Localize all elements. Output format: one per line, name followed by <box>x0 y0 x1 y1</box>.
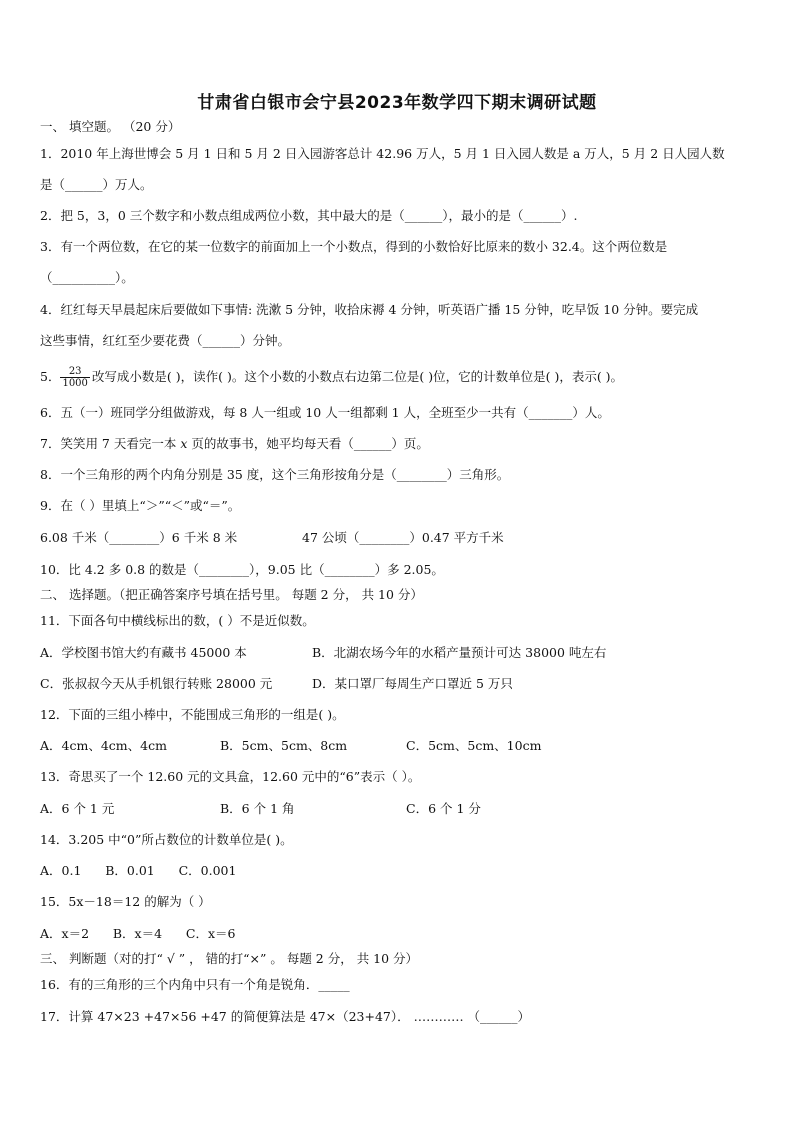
section-true-false: 三、 判断题（对的打“ √ ” ， 错的打“×” 。 每题 2 分， 共 10 分） <box>40 951 419 966</box>
question-1-line-1: 1．2010 年上海世博会 5 月 1 日和 5 月 2 日入园游客总计 42.96 万人，5 月 1 日入园人数是 a 万人，5 月 2 日人园人数 <box>40 146 725 161</box>
question-5 <box>40 362 770 392</box>
question-9-item-a: 6.08 千米（________）6 千米 8 米 <box>40 530 238 545</box>
question-15-options: A．x＝2 B．x＝4 C．x＝6 <box>40 926 236 941</box>
question-16: 16．有的三角形的三个内角中只有一个角是锐角．_____ <box>40 977 350 992</box>
question-5-number: 5． <box>40 369 61 384</box>
question-1-line-2: 是（______）万人。 <box>40 177 153 192</box>
question-13-stem: 13．奇思买了一个 12.60 元的文具盒，12.60 元中的“6”表示（ ）。 <box>40 769 421 784</box>
question-12-option-a: A．4cm、4cm、4cm <box>40 738 167 753</box>
question-12-stem: 12．下面的三组小棒中，不能围成三角形的一组是( )。 <box>40 707 345 722</box>
question-9-item-b: 47 公顷（________）0.47 平方千米 <box>302 530 504 545</box>
question-13-option-c: C．6 个 1 分 <box>406 801 481 816</box>
question-3-line-2: （__________）。 <box>40 270 134 285</box>
page-title: 甘肃省白银市会宁县2023年数学四下期末调研试题 <box>197 93 597 113</box>
section-fill-in-blank: 一、 填空题。 （20 分） <box>40 119 181 134</box>
question-7-post: 页的故事书，她平均每天看（______）页。 <box>187 436 429 451</box>
question-7 <box>40 435 770 453</box>
question-11-options-2 <box>40 675 770 693</box>
question-13-option-b: B．6 个 1 角 <box>220 801 295 816</box>
question-2: 2．把 5，3，0 三个数字和小数点组成两位小数，其中最大的是（______），最小的是（______）. <box>40 208 578 223</box>
question-13-option-a: A．6 个 1 元 <box>40 801 115 816</box>
question-11-option-c: C．张叔叔今天从手机银行转账 28000 元 <box>40 676 273 691</box>
question-10: 10．比 4.2 多 0.8 的数是（________），9.05 比（________）多 2.05。 <box>40 562 444 577</box>
question-4-line-1: 4．红红每天早晨起床后要做如下事情: 洗漱 5 分钟，收拾床褥 4 分钟，听英语广播 15 分钟，吃早饭 10 分钟。要完成 <box>40 302 699 317</box>
variable-x: x <box>180 436 188 451</box>
question-17: 17．计算 47×23 +47×56 +47 的简便算法是 47×（23+47）． ………… （______） <box>40 1009 531 1024</box>
question-11-option-a: A．学校图书馆大约有藏书 45000 本 <box>40 645 247 660</box>
question-6: 6．五（一）班同学分组做游戏，每 8 人一组或 10 人一组都剩 1 人，全班至少一共有（_______）人。 <box>40 405 610 420</box>
question-14-options: A．0.1 B．0.01 C．0.001 <box>40 863 237 878</box>
question-13-options <box>40 800 770 818</box>
fraction <box>60 366 89 389</box>
section-multiple-choice: 二、 选择题。（把正确答案序号填在括号里。 每题 2 分， 共 10 分） <box>40 587 423 602</box>
question-12-options <box>40 737 770 755</box>
question-11-option-b: B．北湖农场今年的水稻产量预计可达 38000 吨左右 <box>312 645 607 660</box>
fraction-denominator: 1000 <box>62 378 88 389</box>
question-14-stem: 14．3.205 中“0”所占数位的计数单位是( )。 <box>40 832 293 847</box>
question-8: 8．一个三角形的两个内角分别是 35 度，这个三角形按角分是（________）三角形。 <box>40 467 510 482</box>
question-11-stem: 11．下面各句中横线标出的数，( ）不是近似数。 <box>40 613 315 628</box>
question-9-items <box>40 529 770 547</box>
question-9-stem: 9．在（ ）里填上“＞”“＜”或“＝”。 <box>40 498 241 513</box>
question-12-option-c: C．5cm、5cm、10cm <box>406 738 542 753</box>
question-11-option-d: D．某口罩厂每周生产口罩近 5 万只 <box>312 676 513 691</box>
question-15-stem: 15．5x－18＝12 的解为（ ） <box>40 894 211 909</box>
question-5-text: 改写成小数是( )，读作( )。这个小数的小数点右边第二位是( )位，它的计数单位是( )，表示( )。 <box>91 369 624 384</box>
question-4-line-2: 这些事情，红红至少要花费（______）分钟。 <box>40 333 291 348</box>
question-11-options-1 <box>40 644 770 662</box>
fraction-numerator: 23 <box>60 366 89 378</box>
question-12-option-b: B．5cm、5cm、8cm <box>220 738 348 753</box>
question-3-line-1: 3．有一个两位数，在它的某一位数字的前面加上一个小数点，得到的小数恰好比原来的数小 32.4。这个两位数是 <box>40 239 668 254</box>
question-7-pre: 7．笑笑用 7 天看完一本 <box>40 436 181 451</box>
